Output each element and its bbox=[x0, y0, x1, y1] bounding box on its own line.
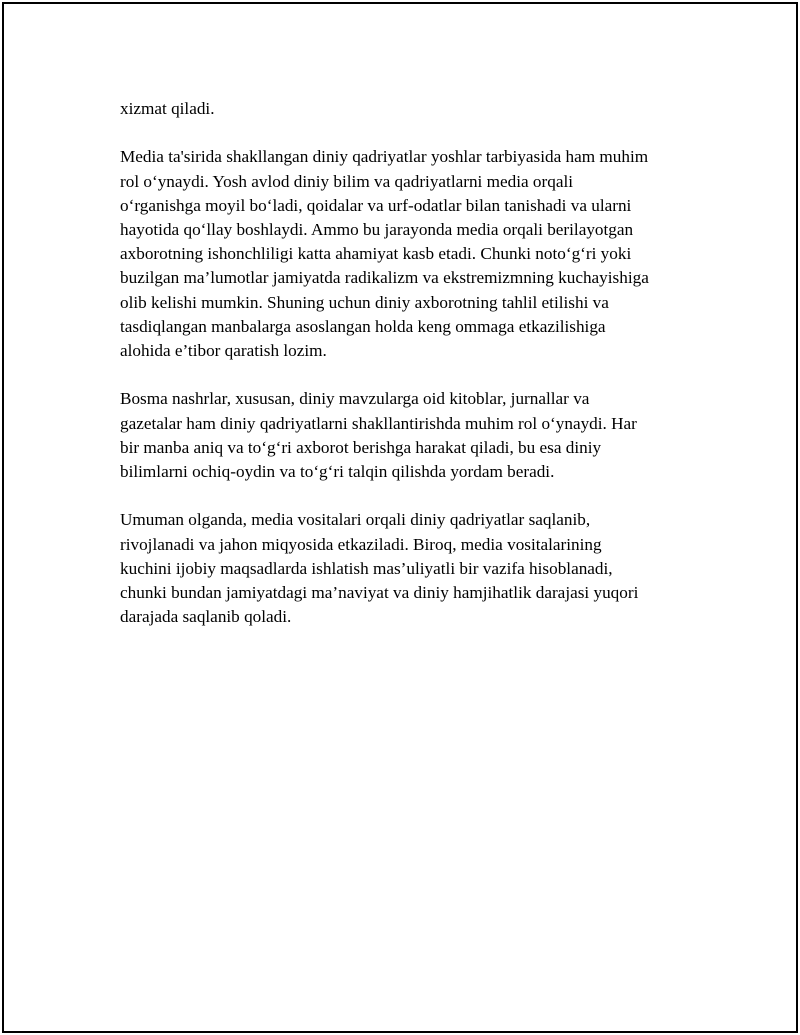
text-line: tasdiqlangan manbalarga asoslangan holda keng ommaga etkazilishiga bbox=[120, 316, 606, 336]
text-line: axborotning ishonchliligi katta ahamiyat kasb etadi. Chunki noto‘g‘ri yoki bbox=[120, 244, 632, 264]
text-line: o‘rganishga moyil bo‘ladi, qoidalar va urf-odatlar bilan tanishadi va ularni bbox=[120, 195, 632, 215]
text-line: Umuman olganda, media vositalari orqali diniy qadriyatlar saqlanib, bbox=[120, 510, 591, 530]
text-line: xizmat qiladi. bbox=[120, 99, 215, 118]
text-line: Media ta'sirida shakllangan diniy qadriyatlar yoshlar tarbiyasida ham muhim bbox=[120, 147, 649, 167]
document-body bbox=[120, 97, 690, 654]
paragraph-3 bbox=[120, 387, 690, 484]
text-line: buzilgan ma’lumotlar jamiyatda radikalizm va ekstremizmning kuchayishiga bbox=[120, 268, 649, 288]
text-line: Bosma nashrlar, xususan, diniy mavzularga oid kitoblar, jurnallar va bbox=[120, 389, 590, 409]
text-line: darajada saqlanib qoladi. bbox=[120, 607, 292, 627]
text-line: bir manba aniq va to‘g‘ri axborot berishga harakat qiladi, bu esa diniy bbox=[120, 437, 602, 457]
text-line: olib kelishi mumkin. Shuning uchun diniy axborotning tahlil etilishi va bbox=[120, 292, 609, 312]
text-line: gazetalar ham diniy qadriyatlarni shakllantirishda muhim rol o‘ynaydi. Har bbox=[120, 413, 637, 433]
document-page bbox=[2, 2, 798, 1033]
paragraph-1 bbox=[120, 97, 690, 121]
text-line: alohida e’tibor qaratish lozim. bbox=[120, 341, 327, 361]
paragraph-2 bbox=[120, 145, 690, 363]
text-line: bilimlarni ochiq-oydin va to‘g‘ri talqin qilishda yordam beradi. bbox=[120, 462, 555, 482]
text-line: kuchini ijobiy maqsadlarda ishlatish mas’uliyatli bir vazifa hisoblanadi, bbox=[120, 558, 613, 578]
text-line: rivojlanadi va jahon miqyosida etkaziladi. Biroq, media vositalarining bbox=[120, 534, 602, 554]
text-line: hayotida qo‘llay boshlaydi. Ammo bu jarayonda media orqali berilayotgan bbox=[120, 220, 634, 239]
text-line: chunki bundan jamiyatdagi ma’naviyat va diniy hamjihatlik darajasi yuqori bbox=[120, 583, 639, 603]
text-line: rol o‘ynaydi. Yosh avlod diniy bilim va qadriyatlarni media orqali bbox=[120, 171, 574, 191]
paragraph-4 bbox=[120, 508, 690, 629]
